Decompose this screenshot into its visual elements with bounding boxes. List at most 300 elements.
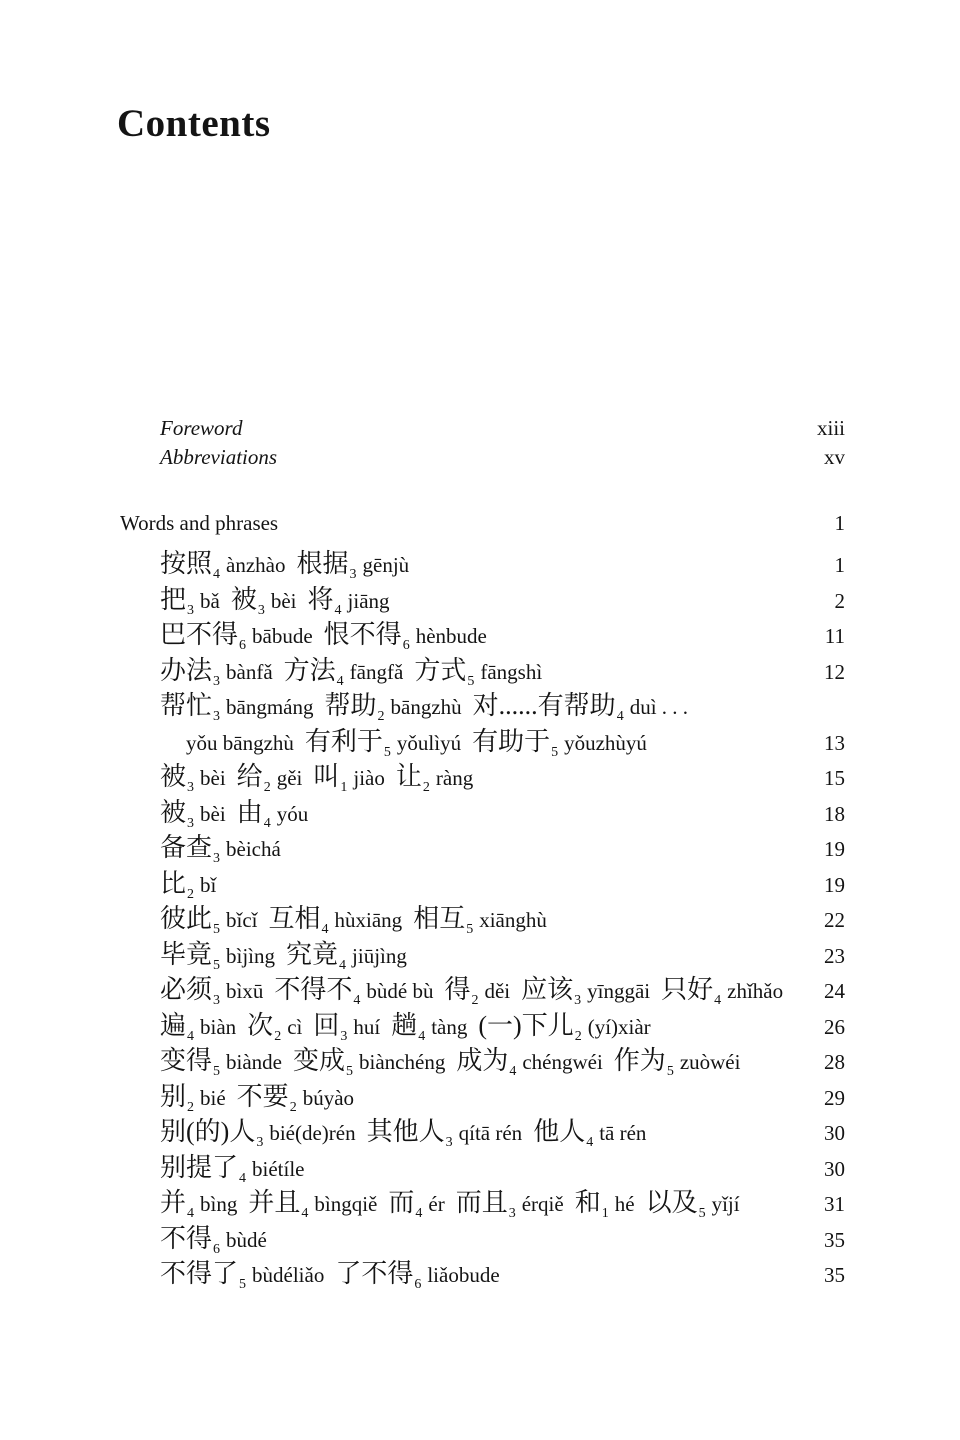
- hanzi-text: 和: [574, 1188, 601, 1217]
- entry-terms: [160, 1221, 267, 1261]
- hanzi-text: 应该: [521, 975, 574, 1004]
- pinyin-text: hùxiāng: [334, 908, 403, 932]
- entry-term: [160, 549, 286, 582]
- hanzi-text: 了不得: [335, 1259, 414, 1288]
- hanzi-text: 得: [444, 975, 471, 1004]
- level-subscript: 3: [213, 673, 221, 689]
- entry-term: [160, 762, 226, 795]
- hanzi-text: 按照: [160, 549, 213, 578]
- hanzi-text: 变成: [293, 1046, 346, 1075]
- entry-term: [324, 691, 462, 724]
- hanzi-text: 别(的)人: [160, 1117, 256, 1146]
- pinyin-text: zuòwéi: [679, 1050, 741, 1074]
- hanzi-text: 方式: [414, 655, 467, 685]
- entry-term: [160, 1046, 282, 1079]
- pinyin-text: bùdéliǎo: [252, 1263, 325, 1287]
- pinyin-text: bèi: [270, 588, 297, 613]
- pinyin-text: biànchéng: [359, 1050, 446, 1074]
- hanzi-text: 叫: [313, 762, 340, 791]
- entry-term: [414, 655, 543, 689]
- page-number: 2: [834, 588, 845, 613]
- hanzi-text: (一)下儿: [478, 1010, 574, 1040]
- pinyin-text: ràng: [435, 766, 474, 790]
- level-subscript: 5: [551, 744, 559, 760]
- entry-term: [274, 975, 434, 1008]
- pinyin-text: bèi: [200, 801, 226, 826]
- entry-term: [160, 1188, 238, 1221]
- entry-term: [247, 1010, 303, 1044]
- hanzi-text: 给: [236, 762, 263, 791]
- level-subscript: 5: [666, 1064, 674, 1079]
- level-subscript: 4: [616, 709, 624, 724]
- entry-term: [160, 655, 273, 689]
- page-number: 30: [824, 1121, 845, 1145]
- page-number: xiii: [816, 416, 845, 440]
- pinyin-text: érqiě: [521, 1192, 564, 1216]
- hanzi-text: 被: [160, 762, 187, 791]
- hanzi-text: 必须: [160, 975, 213, 1004]
- page-number: 13: [824, 730, 845, 755]
- entry-term: [391, 1010, 468, 1044]
- pinyin-text: ànzhào: [226, 553, 286, 577]
- pinyin-text: bèi: [200, 766, 226, 790]
- entry-terms: [160, 759, 473, 799]
- entry-term: [160, 1223, 267, 1257]
- front-matter-label: Foreword: [160, 416, 243, 440]
- entry-term: [395, 762, 474, 795]
- entry-terms: [160, 1114, 646, 1154]
- hanzi-text: 互相: [268, 904, 321, 933]
- page-number: 15: [824, 766, 845, 790]
- level-subscript: 5: [213, 1064, 221, 1079]
- hanzi-text: 究竟: [286, 939, 339, 969]
- level-subscript: 5: [346, 1064, 354, 1079]
- hanzi-text: 其他人: [366, 1117, 445, 1146]
- toc-entry-row: [120, 724, 845, 760]
- entry-term: [236, 797, 309, 831]
- entry-term: [661, 975, 784, 1008]
- level-subscript: 3: [213, 993, 221, 1008]
- level-subscript: 5: [239, 1277, 247, 1292]
- level-subscript: 5: [467, 673, 475, 689]
- hanzi-text: 作为: [613, 1046, 666, 1075]
- entry-term: [160, 1010, 237, 1044]
- entry-terms: [186, 724, 647, 764]
- toc-entry-row: [120, 937, 845, 973]
- level-subscript: 4: [336, 673, 344, 689]
- entry-term: [472, 726, 647, 760]
- entry-term: [574, 1188, 635, 1221]
- pinyin-text: gēnjù: [362, 553, 410, 577]
- pinyin-text: chéngwéi: [522, 1050, 603, 1074]
- pinyin-text: hé: [614, 1192, 635, 1216]
- pinyin-text: bìxū: [226, 979, 264, 1003]
- entry-terms: [160, 1256, 500, 1296]
- page-number: 28: [824, 1050, 845, 1074]
- hanzi-text: 将: [307, 584, 334, 614]
- page-title: Contents: [117, 102, 271, 145]
- level-subscript: 5: [213, 922, 221, 937]
- hanzi-text: 把: [160, 584, 187, 614]
- pinyin-text: bèichá: [226, 837, 281, 861]
- front-matter-row-foreword: [120, 414, 845, 443]
- entry-term: [455, 1188, 564, 1221]
- hanzi-text: 根据: [296, 549, 349, 578]
- hanzi-text: 不要: [236, 1081, 289, 1111]
- entry-terms: [160, 901, 547, 941]
- entry-term: [456, 1046, 603, 1079]
- level-subscript: 3: [445, 1135, 453, 1150]
- level-subscript: 3: [213, 709, 221, 724]
- level-subscript: 4: [586, 1135, 594, 1150]
- pinyin-text: bié: [200, 1085, 226, 1110]
- pinyin-text: zhǐhǎo: [727, 979, 784, 1003]
- hanzi-text: 恨不得: [323, 620, 402, 649]
- hanzi-text: 不得了: [160, 1259, 239, 1288]
- pinyin-text: cì: [287, 1014, 303, 1039]
- entry-terms: [160, 1008, 651, 1048]
- level-subscript: 3: [257, 602, 265, 618]
- hanzi-text: 不得: [160, 1223, 213, 1253]
- pinyin-text: huí: [353, 1014, 381, 1039]
- toc-entry-row: [120, 1185, 845, 1221]
- pinyin-text: bǐcǐ: [226, 908, 258, 932]
- entry-terms: [160, 1150, 305, 1190]
- pinyin-text: bié(de)rén: [269, 1121, 356, 1145]
- entry-term: [413, 904, 547, 937]
- entry-term: [533, 1117, 647, 1150]
- level-subscript: 1: [340, 780, 348, 795]
- entry-term: [160, 1152, 305, 1186]
- entry-term: [304, 726, 462, 760]
- hanzi-text: 别: [160, 1081, 187, 1111]
- entry-term: [335, 1259, 500, 1292]
- toc-entry-row: [120, 866, 845, 902]
- pinyin-text: yīnggāi: [587, 979, 651, 1003]
- entry-term: [307, 584, 390, 618]
- page-number: 1: [834, 511, 845, 535]
- entry-term: [248, 1188, 378, 1221]
- level-subscript: 3: [256, 1135, 264, 1150]
- level-subscript: 3: [213, 851, 221, 866]
- pinyin-text: biàn: [200, 1014, 237, 1039]
- level-subscript: 3: [187, 780, 195, 795]
- hanzi-text: 他人: [533, 1117, 586, 1146]
- toc-entry-row: [120, 653, 845, 689]
- level-subscript: 3: [340, 1028, 348, 1044]
- hanzi-text: 办法: [160, 655, 213, 685]
- pinyin-text: liǎobude: [427, 1263, 500, 1287]
- entry-term: [293, 1046, 446, 1079]
- entry-term: [160, 1117, 356, 1150]
- pinyin-text: ér: [428, 1192, 445, 1216]
- pinyin-text: duì . . .: [629, 695, 689, 719]
- level-subscript: 4: [263, 815, 271, 831]
- pinyin-text: búyào: [302, 1085, 355, 1110]
- page-number: xv: [824, 445, 845, 469]
- entry-terms: [160, 1185, 740, 1225]
- level-subscript: 2: [574, 1028, 582, 1044]
- page-number: 30: [824, 1156, 845, 1181]
- pinyin-text: tā rén: [599, 1121, 647, 1145]
- hanzi-text: 被: [230, 584, 257, 614]
- pinyin-text: děi: [484, 979, 511, 1003]
- front-matter-row-abbreviations: [120, 443, 845, 472]
- toc-entry-row: [120, 1150, 845, 1186]
- entry-term: [160, 797, 226, 831]
- hanzi-text: 变得: [160, 1046, 213, 1075]
- hanzi-text: 成为: [456, 1046, 509, 1075]
- hanzi-text: 并且: [248, 1188, 301, 1217]
- toc-entry-row: [120, 1008, 845, 1044]
- level-subscript: 4: [187, 1028, 195, 1044]
- hanzi-text: 比: [160, 868, 187, 898]
- entry-term: [160, 904, 258, 937]
- entry-term: [160, 833, 281, 866]
- page-number: 19: [824, 837, 845, 861]
- entry-terms: [160, 972, 783, 1012]
- hanzi-text: 有助于: [472, 726, 551, 756]
- pinyin-text: gěi: [276, 766, 303, 790]
- pinyin-text: bāngzhù: [390, 695, 462, 719]
- level-subscript: 4: [187, 1206, 195, 1221]
- entry-term: [160, 1259, 325, 1292]
- level-subscript: 4: [321, 922, 329, 937]
- hanzi-text: 让: [395, 762, 422, 791]
- page-number: 22: [824, 908, 845, 932]
- level-subscript: 2: [471, 993, 479, 1008]
- page-number: 18: [824, 801, 845, 826]
- level-subscript: 3: [508, 1206, 516, 1221]
- hanzi-text: 巴不得: [160, 620, 239, 649]
- pinyin-text: qítā rén: [458, 1121, 523, 1145]
- level-subscript: 2: [422, 780, 430, 795]
- level-subscript: 4: [213, 567, 221, 582]
- entry-terms: [160, 617, 487, 657]
- pinyin-text: bābude: [252, 624, 313, 648]
- entry-term: [613, 1046, 741, 1079]
- pinyin-text: bìjìng: [226, 943, 276, 968]
- level-subscript: 5: [698, 1206, 706, 1221]
- page-number: 31: [824, 1192, 845, 1216]
- level-subscript: 4: [415, 1206, 423, 1221]
- entry-term: [236, 762, 303, 795]
- entry-term: [478, 1010, 651, 1044]
- toc-entries: [120, 546, 845, 1292]
- toc-entry-row: [120, 688, 845, 724]
- level-subscript: 3: [574, 993, 582, 1008]
- entry-term: [160, 584, 220, 618]
- level-subscript: 4: [334, 602, 342, 618]
- pinyin-text: bǐ: [200, 872, 217, 897]
- hanzi-text: 次: [247, 1010, 274, 1040]
- hanzi-text: 回: [313, 1010, 340, 1040]
- hanzi-text: 而且: [455, 1188, 508, 1217]
- level-subscript: 3: [187, 602, 195, 618]
- page-number: 35: [824, 1263, 845, 1287]
- entry-terms: [160, 866, 216, 906]
- toc-entry-row: [120, 1256, 845, 1292]
- hanzi-text: 方法: [283, 655, 336, 685]
- toc-entry-row: [120, 901, 845, 937]
- pinyin-text: yǒuzhùyú: [564, 730, 647, 755]
- hanzi-text: 被: [160, 797, 187, 827]
- entry-term: [313, 1010, 381, 1044]
- pinyin-text: biànde: [226, 1050, 282, 1074]
- front-matter-label: Abbreviations: [160, 445, 278, 469]
- entry-terms: [160, 546, 409, 586]
- hanzi-text: 对......有帮助: [472, 691, 616, 720]
- pinyin-text: fāngshì: [480, 659, 543, 684]
- entry-terms: [160, 582, 390, 622]
- entry-term: [160, 975, 264, 1008]
- hanzi-text: 相互: [413, 904, 466, 933]
- pinyin-text: bāngmáng: [226, 695, 314, 719]
- toc-entry-row: [120, 1079, 845, 1115]
- level-subscript: 3: [349, 567, 357, 582]
- page-number: 24: [824, 979, 845, 1003]
- pinyin-text: fāngfǎ: [349, 659, 404, 684]
- hanzi-text: 有利于: [304, 726, 383, 756]
- level-subscript: 6: [414, 1277, 422, 1292]
- section-row-words-and-phrases: [120, 506, 845, 541]
- pinyin-text: bǎ: [200, 588, 220, 613]
- hanzi-text: 由: [236, 797, 263, 827]
- level-subscript: 1: [601, 1206, 609, 1221]
- entry-term: [645, 1188, 740, 1221]
- entry-term: [230, 584, 297, 618]
- page-number: 19: [824, 872, 845, 897]
- entry-terms: [160, 1079, 354, 1119]
- level-subscript: 2: [377, 709, 385, 724]
- toc-entry-row: [120, 795, 845, 831]
- level-subscript: 4: [353, 993, 361, 1008]
- page-number: 26: [824, 1014, 845, 1039]
- hanzi-text: 帮忙: [160, 691, 213, 720]
- entry-term: [160, 939, 276, 973]
- hanzi-text: 备查: [160, 833, 213, 862]
- hanzi-text: 帮助: [324, 691, 377, 720]
- pinyin-text: jiào: [353, 766, 385, 790]
- level-subscript: 5: [383, 744, 391, 760]
- entry-term: [286, 939, 407, 973]
- toc-entry-row: [120, 759, 845, 795]
- level-subscript: 2: [274, 1028, 282, 1044]
- toc-entry-row: [120, 1221, 845, 1257]
- entry-term: [236, 1081, 355, 1115]
- entry-term: [160, 868, 217, 902]
- entry-term: [186, 730, 294, 755]
- entry-term: [296, 549, 410, 582]
- entry-term: [388, 1188, 445, 1221]
- hanzi-text: 以及: [645, 1188, 698, 1217]
- toc-entry-row: [120, 1043, 845, 1079]
- pinyin-text: yóu: [276, 801, 309, 826]
- hanzi-text: 彼此: [160, 904, 213, 933]
- level-subscript: 4: [239, 1170, 247, 1186]
- entry-term: [366, 1117, 523, 1150]
- pinyin-text: bìng: [200, 1192, 238, 1216]
- page-number: 23: [824, 943, 845, 968]
- page-number: 11: [824, 624, 845, 648]
- toc-entry-row: [120, 1114, 845, 1150]
- page-number: 35: [824, 1227, 845, 1252]
- hanzi-text: 毕竟: [160, 939, 213, 969]
- entry-term: [472, 691, 689, 724]
- entry-terms: [160, 1043, 740, 1083]
- hanzi-text: 遍: [160, 1010, 187, 1040]
- level-subscript: 5: [213, 957, 221, 973]
- page-number: 29: [824, 1085, 845, 1110]
- pinyin-text: jiūjìng: [352, 943, 407, 968]
- pinyin-text: yǒulìyú: [396, 730, 462, 755]
- entry-term: [160, 691, 314, 724]
- pinyin-text: bùdé bù: [366, 979, 434, 1003]
- entry-term: [268, 904, 403, 937]
- hanzi-text: 趟: [391, 1010, 418, 1040]
- pinyin-text: bìngqiě: [314, 1192, 378, 1216]
- hanzi-text: 别提了: [160, 1152, 239, 1182]
- hanzi-text: 只好: [661, 975, 714, 1004]
- level-subscript: 3: [187, 815, 195, 831]
- level-subscript: 4: [509, 1064, 517, 1079]
- page-number: 12: [824, 659, 845, 684]
- hanzi-text: 并: [160, 1188, 187, 1217]
- section-label: Words and phrases: [120, 511, 279, 535]
- level-subscript: 4: [418, 1028, 426, 1044]
- level-subscript: 4: [714, 993, 722, 1008]
- entry-terms: [160, 653, 542, 693]
- hanzi-text: 而: [388, 1188, 415, 1217]
- level-subscript: 6: [239, 638, 247, 653]
- entry-term: [160, 620, 313, 653]
- level-subscript: 2: [187, 1099, 195, 1115]
- entry-term: [444, 975, 511, 1008]
- level-subscript: 2: [263, 780, 271, 795]
- pinyin-text: yǐjí: [711, 1192, 740, 1216]
- entry-term: [283, 655, 404, 689]
- table-of-contents: [120, 414, 845, 1292]
- entry-terms: [160, 688, 688, 728]
- toc-entry-row: [120, 582, 845, 618]
- pinyin-text: bànfǎ: [226, 659, 273, 684]
- pinyin-text: yǒu bāngzhù: [186, 730, 294, 755]
- level-subscript: 5: [466, 922, 474, 937]
- level-subscript: 4: [339, 957, 347, 973]
- level-subscript: 6: [402, 638, 410, 653]
- toc-entry-row: [120, 972, 845, 1008]
- level-subscript: 6: [213, 1241, 221, 1257]
- pinyin-text: xiānghù: [479, 908, 547, 932]
- entry-terms: [160, 937, 407, 977]
- pinyin-text: tàng: [431, 1014, 468, 1039]
- entry-terms: [160, 830, 281, 870]
- hanzi-text: 不得不: [274, 975, 353, 1004]
- pinyin-text: jiāng: [347, 588, 390, 613]
- pinyin-text: (yí)xiàr: [587, 1014, 651, 1039]
- pinyin-text: biétíle: [252, 1156, 305, 1181]
- entry-term: [313, 762, 385, 795]
- pinyin-text: bùdé: [226, 1227, 267, 1252]
- level-subscript: 2: [289, 1099, 297, 1115]
- toc-entry-row: [120, 546, 845, 582]
- pinyin-text: hènbude: [415, 624, 487, 648]
- entry-term: [160, 1081, 226, 1115]
- toc-entry-row: [120, 617, 845, 653]
- entry-term: [323, 620, 487, 653]
- level-subscript: 4: [301, 1206, 309, 1221]
- entry-terms: [160, 795, 308, 835]
